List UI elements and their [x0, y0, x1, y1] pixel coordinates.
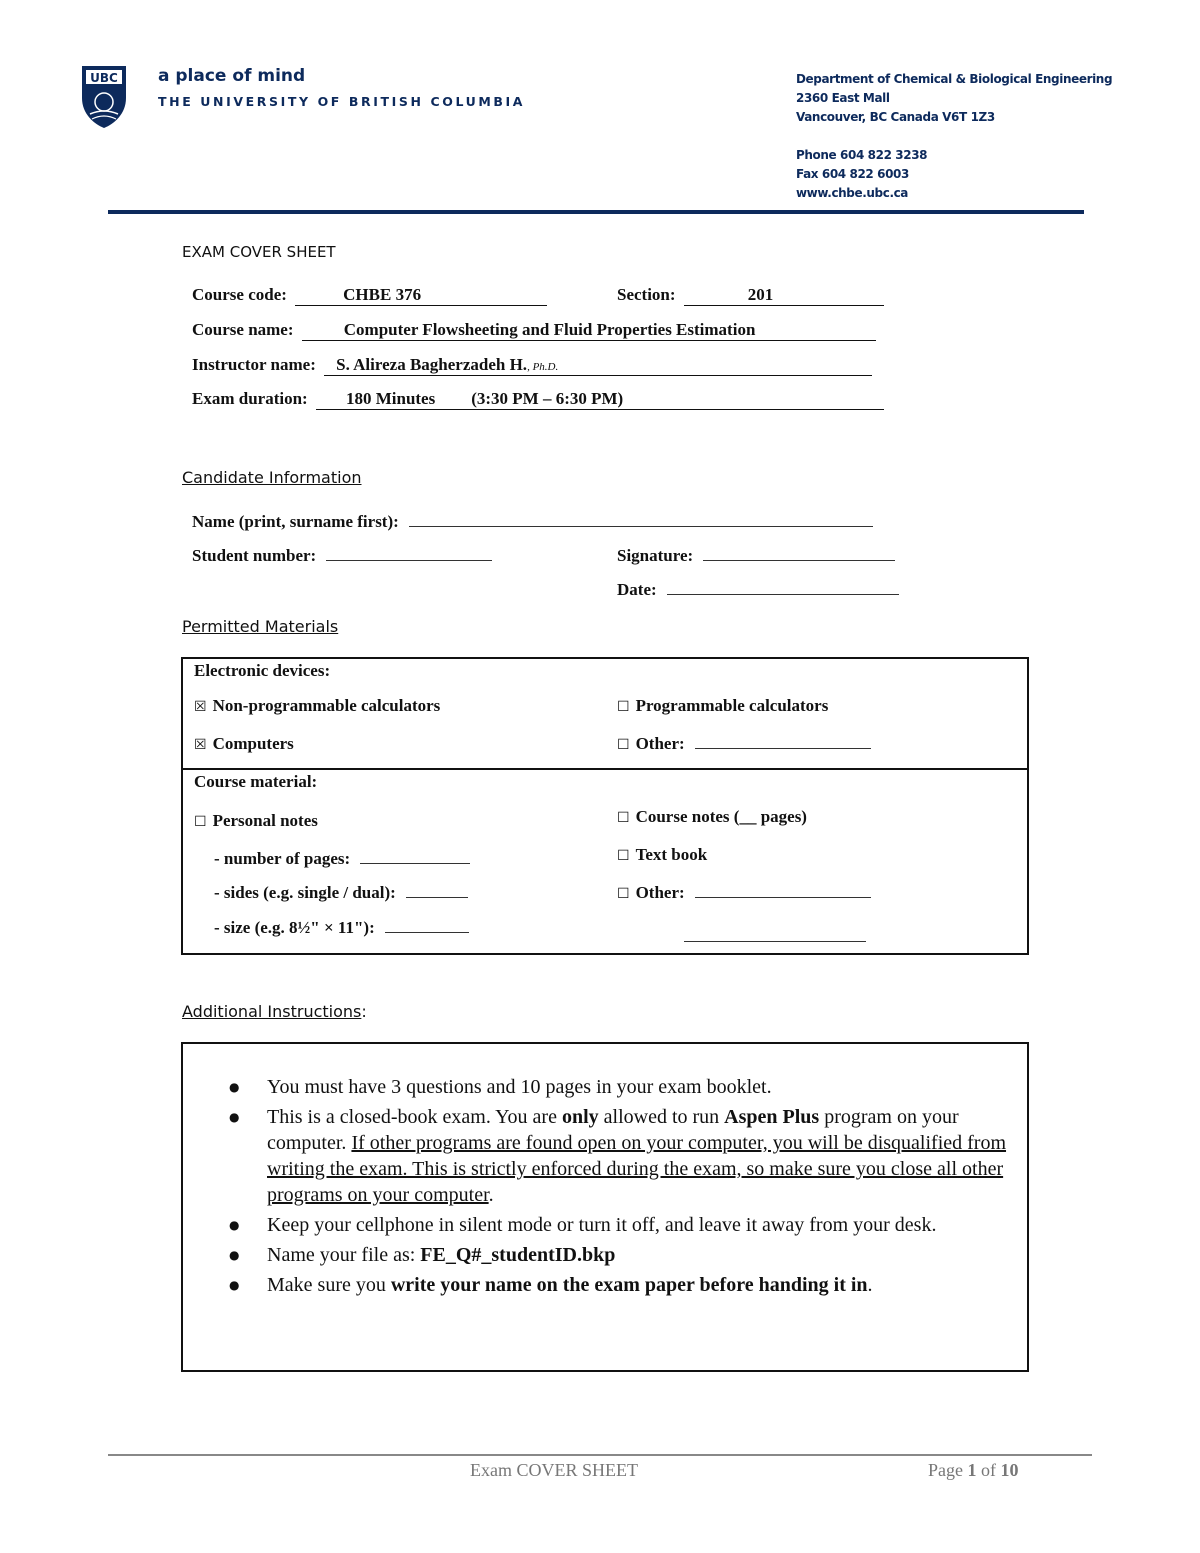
materials-box-divider: [181, 768, 1029, 770]
option-label: Non-programmable calculators: [212, 696, 441, 715]
checked-box-icon[interactable]: ☒: [194, 737, 207, 753]
size-blank[interactable]: [385, 931, 469, 933]
course-code-label: Course code:: [192, 285, 287, 304]
instruction-text: Name your file as:: [267, 1244, 421, 1266]
instructor-value: S. Alireza Bagherzadeh H.: [336, 355, 528, 374]
instruction-item: [183, 1104, 1027, 1208]
option-label: Course notes (__ pages): [635, 807, 807, 826]
permitted-materials-heading: Permitted Materials: [182, 617, 339, 636]
sides-label: - sides (e.g. single / dual):: [214, 883, 396, 902]
instructor-suffix: , Ph.D.: [527, 361, 559, 373]
heading-colon: :: [361, 1002, 367, 1021]
of-word: of: [981, 1460, 996, 1480]
instruction-emphasis: Aspen Plus: [724, 1106, 820, 1128]
instructor-field: [192, 355, 872, 376]
course-name-field: [192, 320, 876, 341]
fax: Fax 604 822 6003: [796, 167, 909, 181]
header-divider: [108, 210, 1084, 214]
course-code-value: CHBE 376: [343, 285, 422, 304]
course-material-heading: Course material:: [194, 772, 318, 791]
option-label: Text book: [635, 845, 708, 864]
instruction-filename: FE_Q#_studentID.bkp: [420, 1244, 616, 1266]
instruction-emphasis: only: [561, 1106, 599, 1128]
option-course-notes[interactable]: [617, 807, 807, 827]
sides-blank[interactable]: [406, 896, 468, 898]
course-name-value: Computer Flowsheeting and Fluid Properties Estimation: [343, 320, 756, 339]
page-word: Page: [928, 1460, 963, 1480]
instruction-warning: If other programs are found open on your computer, you will be disqualified from writing the exam. This is strictly enforced during the exam, so make sure you close all other programs on your computer: [267, 1132, 1007, 1206]
option-label: Other:: [635, 883, 685, 902]
option-other-electronic[interactable]: [617, 734, 871, 754]
instruction-item: [183, 1242, 1027, 1268]
phone: Phone 604 822 3238: [796, 148, 928, 162]
size-label: - size (e.g. 8½" × 11"):: [214, 918, 375, 937]
option-label: Other:: [635, 734, 685, 753]
student-number-blank[interactable]: [326, 559, 492, 561]
number-of-pages-blank[interactable]: [360, 862, 470, 864]
signature-field[interactable]: [617, 546, 895, 566]
other-course-blank-2[interactable]: [684, 940, 866, 942]
department-contact-block: [796, 70, 1112, 203]
option-computers[interactable]: [194, 734, 294, 754]
page-indicator: [928, 1460, 1019, 1481]
unchecked-box-icon[interactable]: ☐: [617, 886, 630, 902]
instructions-list: [183, 1074, 1027, 1298]
address-line-1: 2360 East Mall: [796, 91, 890, 105]
number-of-pages-label: - number of pages:: [214, 849, 351, 868]
svg-text:UBC: UBC: [90, 71, 118, 85]
name-label: Name (print, surname first):: [192, 512, 399, 531]
instruction-text: Keep your cellphone in silent mode or turn it off, and leave it away from your desk.: [267, 1214, 937, 1236]
sides-field[interactable]: [214, 883, 468, 903]
footer-divider: [108, 1454, 1092, 1456]
option-programmable-calculators[interactable]: [617, 696, 828, 716]
instruction-item: [183, 1074, 1027, 1100]
option-textbook[interactable]: [617, 845, 707, 865]
unchecked-box-icon[interactable]: ☐: [617, 848, 630, 864]
additional-instructions-heading: [182, 1002, 367, 1021]
instruction-text: .: [867, 1274, 873, 1296]
option-label: Computers: [212, 734, 294, 753]
instruction-text: This is a closed-book exam. You are: [267, 1106, 562, 1128]
university-name: THE UNIVERSITY OF BRITISH COLUMBIA: [158, 94, 526, 109]
footer-title: Exam COVER SHEET: [470, 1460, 638, 1480]
option-non-programmable-calculators[interactable]: [194, 696, 440, 716]
department-name: Department of Chemical & Biological Engineering: [796, 72, 1113, 86]
student-number-field[interactable]: [192, 546, 492, 566]
instruction-emphasis: write your name on the exam paper before handing it in: [390, 1274, 868, 1296]
sheet-title: EXAM COVER SHEET: [182, 243, 336, 261]
ubc-tagline: a place of mind: [158, 66, 306, 86]
instruction-text: You must have 3 questions and 10 pages in your exam booklet.: [267, 1076, 772, 1098]
duration-time: (3:30 PM – 6:30 PM): [471, 389, 624, 408]
electronic-devices-heading: Electronic devices:: [194, 661, 331, 680]
option-personal-notes[interactable]: [194, 811, 318, 831]
student-number-label: Student number:: [192, 546, 317, 565]
additional-instructions-title: Additional Instructions: [182, 1002, 362, 1021]
date-field[interactable]: [617, 580, 899, 600]
date-label: Date:: [617, 580, 657, 599]
instruction-text: allowed to run: [598, 1106, 725, 1128]
instruction-text: .: [488, 1184, 494, 1206]
course-name-label: Course name:: [192, 320, 294, 339]
website: www.chbe.ubc.ca: [796, 186, 909, 200]
signature-blank[interactable]: [703, 559, 895, 561]
candidate-info-heading: Candidate Information: [182, 468, 362, 487]
option-other-course[interactable]: [617, 883, 871, 903]
other-electronic-blank[interactable]: [695, 747, 871, 749]
page-total: 10: [1000, 1460, 1019, 1480]
name-blank[interactable]: [409, 525, 873, 527]
course-code-field: [192, 285, 547, 306]
name-field[interactable]: [192, 512, 873, 532]
instructor-label: Instructor name:: [192, 355, 316, 374]
address-line-2: Vancouver, BC Canada V6T 1Z3: [796, 110, 995, 124]
unchecked-box-icon[interactable]: ☐: [617, 737, 630, 753]
instruction-item: [183, 1212, 1027, 1238]
date-blank[interactable]: [667, 593, 899, 595]
unchecked-box-icon[interactable]: ☐: [194, 814, 207, 830]
number-of-pages-field[interactable]: [214, 849, 470, 869]
duration-value: 180 Minutes: [345, 389, 436, 408]
instruction-item: [183, 1272, 1027, 1298]
instruction-text: program on your computer.: [267, 1106, 959, 1154]
duration-label: Exam duration:: [192, 389, 308, 408]
signature-label: Signature:: [617, 546, 694, 565]
section-value: 201: [747, 285, 774, 304]
option-label: Personal notes: [212, 811, 318, 830]
unchecked-box-icon[interactable]: ☐: [617, 699, 630, 715]
other-course-blank[interactable]: [695, 896, 871, 898]
instruction-text: Make sure you: [267, 1274, 391, 1296]
unchecked-box-icon[interactable]: ☐: [617, 810, 630, 826]
additional-instructions-box: [181, 1042, 1029, 1372]
ubc-crest-logo: [80, 64, 128, 130]
size-field[interactable]: [214, 918, 469, 938]
section-field: [617, 285, 884, 306]
page-current: 1: [967, 1460, 977, 1480]
option-label: Programmable calculators: [635, 696, 829, 715]
duration-field: [192, 389, 884, 410]
checked-box-icon[interactable]: ☒: [194, 699, 207, 715]
section-label: Section:: [617, 285, 676, 304]
